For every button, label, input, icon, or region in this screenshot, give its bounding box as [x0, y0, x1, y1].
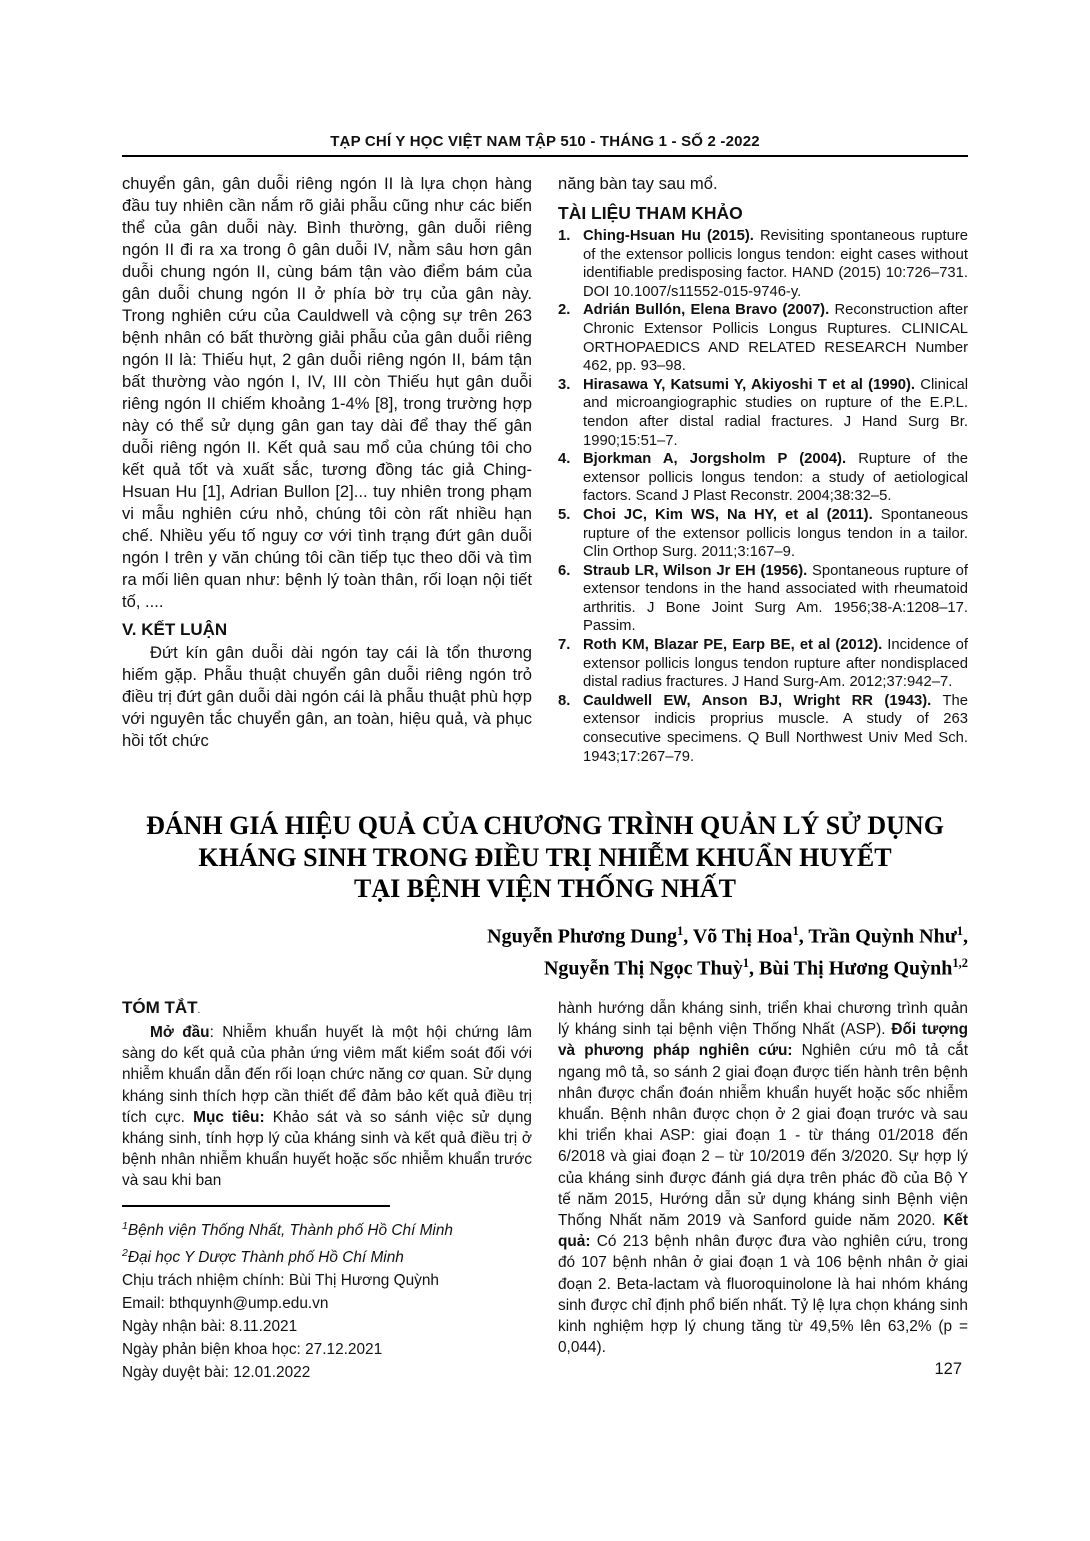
reference-number: 2.	[558, 302, 571, 319]
footnote-received-date: Ngày nhận bài: 8.11.2021	[122, 1317, 298, 1335]
abstract-label-results: Kết quả:	[558, 1212, 968, 1251]
reference-text: Clinical and microangiographic studies on rupture of the E.P.L. tendon after distal radial fractures. J Hand Surg Br. 1990;15:51–7.	[583, 376, 969, 449]
footnote-text: Bệnh viện Thống Nhất, Thành phố Hồ Chí Minh	[127, 1221, 453, 1239]
authors-line-2	[122, 950, 968, 983]
reference-authors: Bjorkman A, Jorgsholm P (2004).	[583, 451, 847, 468]
footnote-affiliation-1	[122, 1215, 532, 1242]
abstract-label-intro: Mở đầu	[150, 1024, 210, 1042]
abstract-text-methods: Nghiên cứu mô tả cắt ngang mô tả, so sánh 2 giai đoạn được tiến hành trên bệnh nhân được chẩn đoán nhiễm khuẩn huyết hoặc sốc nhiễm khuẩn. Bệnh nhân được chọn ở 2 giai đoạn trước và sau khi triển khai ASP: giai đoạn 1 - từ tháng 01/2018 đến 6/2018 và giai đoạn 2 – từ 10/2019 đến 3/2020. Sự hợp lý của kháng sinh được đánh giá dựa trên phác đồ của Bộ Y tế năm 2015, Hướng dẫn sử dụng kháng sinh Bệnh viện Thống Nhất năm 2019 và Sanford guide năm 2020.	[558, 1042, 968, 1230]
conclusion-heading: V. KẾT LUẬN	[122, 620, 228, 639]
abstract-heading-text: TÓM TẮT	[122, 998, 198, 1018]
author-name: , Bùi Thị Hương Quỳnh	[749, 958, 953, 981]
reference-text: Spontaneous rupture of extensor tendons in the hand associated with rheumatoid arthritis. J Bone Joint Surg Am. 1956;38-A:1208–17. Passim.	[583, 562, 968, 635]
reference-text: The extensor indicis proprius muscle. A study of 263 consecutive specimens. Q Bull Northwest Univ Med Sch. 1943;17:267–79.	[583, 692, 969, 765]
authors-comma: ,	[963, 925, 968, 948]
discussion-paragraph: chuyển gân, gân duỗi riêng ngón II là lựa chọn hàng đầu tuy nhiên cần nắm rõ giải phẫu cũng như các biến thể của gân duỗi này. Bình thường, gân duỗi riêng ngón II đi ra xa trong ô gân duỗi IV, nằm sâu hơn gân duỗi chung ngón II, cùng bám tận vào điểm bám của gân duỗi chung ngón II ở phía bờ trụ của gân này. Trong nghiên cứu của Cauldwell và cộng sự trên 263 bệnh nhân có bất thường giải phẫu của gân duỗi riêng ngón II là: Thiếu hụt, 2 gân duỗi riêng ngón II, bám tận bất thường vào ngón I, IV, III còn Thiếu hụt gân duỗi riêng ngón II chiếm khoảng 1-4% [8], trong trường hợp này có thể sử dụng gân gan tay dài để thay thế gân duỗi riêng ngón II. Kết quả sau mổ của chúng tôi cho kết quả tốt và xuất sắc, tương đồng tác giả Ching-Hsuan Hu [1], Adrian Bullon [2]... tuy nhiên trong phạm vi mẫu nghiên cứu nhỏ, chúng tôi còn rất nhiều hạn chế. Nhiều yếu tố nguy cơ với tình trạng đứt gân duỗi ngón I trên y văn chúng tôi cần tiếp tục theo dõi và tìm ra mối liên quan như: bệnh lý toàn thân, rối loạn nội tiết tố, ....	[122, 174, 532, 611]
abstract-heading-dot: .	[197, 1005, 201, 1017]
discussion-tail: năng bàn tay sau mổ.	[558, 174, 718, 193]
author-affiliation-sup: 1	[742, 956, 750, 971]
footnote-block	[122, 1205, 532, 1384]
reference-item	[558, 450, 968, 506]
footnote-divider	[122, 1205, 390, 1207]
article2-abstract-columns	[122, 998, 968, 1384]
reference-item	[558, 376, 968, 450]
abstract-label-objective: Mục tiêu:	[193, 1108, 265, 1126]
reference-authors: Choi JC, Kim WS, Na HY, et al (2011).	[583, 506, 873, 523]
journal-header: TẠP CHÍ Y HỌC VIỆT NAM TẬP 510 - THÁNG 1 - SỐ 2 -2022	[122, 133, 968, 157]
reference-item	[558, 562, 968, 636]
reference-authors: Ching-Hsuan Hu (2015).	[583, 228, 754, 244]
reference-number: 1.	[558, 228, 571, 244]
footnote-email: Email: bthquynh@ump.edu.vn	[122, 1294, 329, 1312]
reference-item	[558, 301, 968, 375]
author-affiliation-sup: 1	[792, 923, 799, 938]
reference-number: 6.	[558, 562, 571, 579]
reference-text: Incidence of extensor pollicis longus tendon rupture after nondisplaced distal radius fractures. J Hand Surg-Am. 2012;37:942–7.	[583, 637, 969, 691]
abstract-paragraph-left	[122, 1022, 532, 1192]
article2-title-line3: TẠI BỆNH VIỆN THỐNG NHẤT	[354, 874, 736, 904]
article2-title-line2: KHÁNG SINH TRONG ĐIỀU TRỊ NHIỄM KHUẨN HUYẾT	[198, 842, 892, 872]
reference-number: 4.	[558, 451, 571, 468]
references-list	[558, 227, 968, 766]
reference-item	[558, 636, 968, 692]
authors-line-1	[122, 918, 968, 951]
reference-number: 8.	[558, 692, 571, 709]
reference-authors: Roth KM, Blazar PE, Earp BE, et al (2012).	[583, 637, 883, 654]
abstract-right-column	[558, 998, 968, 1384]
article1-columns	[122, 173, 968, 766]
reference-item	[558, 692, 968, 766]
article2-title-line1: ĐÁNH GIÁ HIỆU QUẢ CỦA CHƯƠNG TRÌNH QUẢN LÝ SỬ DỤNG	[146, 811, 944, 841]
article1-left-column	[122, 173, 532, 766]
reference-authors: Cauldwell EW, Anson BJ, Wright RR (1943).	[583, 692, 932, 709]
reference-text: Revisiting spontaneous rupture of the extensor pollicis longus tendon: eight cases without identifiable predisposing factor. HAND (2015) 10:726–731. DOI 10.1007/s11552-015-9746-y.	[583, 228, 968, 300]
footnote-affiliation-2	[122, 1242, 532, 1269]
author-affiliation-sup: 1	[956, 923, 963, 938]
page-number: 127	[934, 1360, 962, 1378]
article1-right-column	[558, 173, 968, 766]
footnote-review-date: Ngày phản biện khoa học: 27.12.2021	[122, 1340, 383, 1358]
author-name: Nguyễn Thị Ngọc Thuỳ	[543, 958, 743, 981]
reference-text: Rupture of the extensor pollicis longus tendon: a study of aetiological factors. Scand J Plast Reconstr. 2004;38:32–5.	[583, 451, 968, 505]
author-name: Nguyễn Phương Dung	[487, 925, 677, 948]
reference-number: 7.	[558, 637, 571, 654]
reference-authors: Hirasawa Y, Katsumi Y, Akiyoshi T et al (1990).	[583, 376, 916, 393]
article2-authors	[122, 918, 968, 983]
abstract-heading	[122, 998, 532, 1018]
abstract-text-objective: Khảo sát và so sánh việc sử dụng kháng sinh, tính hợp lý của kháng sinh và kết quả điều trị ở bệnh nhân nhiễm khuẩn huyết hoặc sốc nhiễm khuẩn trước và sau khi ban	[122, 1108, 532, 1190]
footnote-text: Đại học Y Dược Thành phố Hồ Chí Minh	[127, 1248, 404, 1266]
reference-item	[558, 227, 968, 301]
reference-number: 3.	[558, 376, 571, 393]
reference-text: Spontaneous rupture of the extensor pollicis longus tendon in a tailor. Clin Orthop Surg. 2011;3:167–9.	[583, 506, 968, 561]
abstract-label-methods: Đối tượng và phương pháp nghiên cứu:	[558, 1021, 968, 1060]
author-name: , Võ Thị Hoa	[683, 925, 793, 948]
references-heading: TÀI LIỆU THAM KHẢO	[558, 203, 743, 223]
abstract-text-intro: : Nhiễm khuẩn huyết là một hội chứng lâm sàng do kết quả của phản ứng viêm mất kiểm soát đối với nhiễm khuẩn dẫn đến rối loạn chức năng cơ quan. Sử dụng kháng sinh thích hợp cần thiết để đảm bảo kết quả điều trị tích cực.	[122, 1024, 532, 1126]
footnote-sup: 1	[122, 1219, 128, 1232]
footnote-corresponding-author: Chịu trách nhiệm chính: Bùi Thị Hương Quỳnh	[122, 1271, 439, 1289]
abstract-left-column	[122, 998, 532, 1384]
author-affiliation-sup: 1	[676, 923, 684, 938]
reference-authors: Adrián Bullón, Elena Bravo (2007).	[583, 302, 830, 319]
abstract-paragraph-right	[558, 998, 968, 1358]
reference-text: Reconstruction after Chronic Extensor Pollicis Longus Ruptures. CLINICAL ORTHOPAEDICS AND RELATED RESEARCH Number 462, pp. 93–98.	[583, 302, 968, 375]
author-name: , Trần Quỳnh Như	[798, 925, 957, 948]
abstract-text-continuation: hành hướng dẫn kháng sinh, triển khai chương trình quản lý kháng sinh tại bệnh viện Thống Nhất (ASP).	[558, 1000, 968, 1039]
footnote-accepted-date: Ngày duyệt bài: 12.01.2022	[122, 1363, 311, 1381]
reference-authors: Straub LR, Wilson Jr EH (1956).	[583, 562, 808, 579]
reference-number: 5.	[558, 506, 571, 523]
conclusion-paragraph: Đứt kín gân duỗi dài ngón tay cái là tổn thương hiếm gặp. Phẫu thuật chuyển gân duỗi riêng ngón trỏ điều trị đứt gân duỗi dài ngón cái là phẫu thuật phù hợp với nguyên tắc chuyển gân, an toàn, hiệu quả, và phục hồi tốt chức	[122, 643, 532, 750]
article2-title	[122, 810, 968, 905]
author-affiliation-sup: 1,2	[952, 956, 968, 971]
footnote-sup: 2	[122, 1246, 128, 1259]
reference-item	[558, 506, 968, 562]
abstract-text-results: Có 213 bệnh nhân được đưa vào nghiên cứu, trong đó 107 bệnh nhân ở giai đoạn 1 và 106 bệnh nhân ở giai đoạn 2. Beta-lactam và fluoroquinolone là hai nhóm kháng sinh được chỉ định phổ biến nhất. Tỷ lệ lựa chọn kháng sinh kinh nghiệm hợp lý chung tăng từ 49,5% lên 63,2% (p = 0,044).	[558, 1233, 968, 1357]
